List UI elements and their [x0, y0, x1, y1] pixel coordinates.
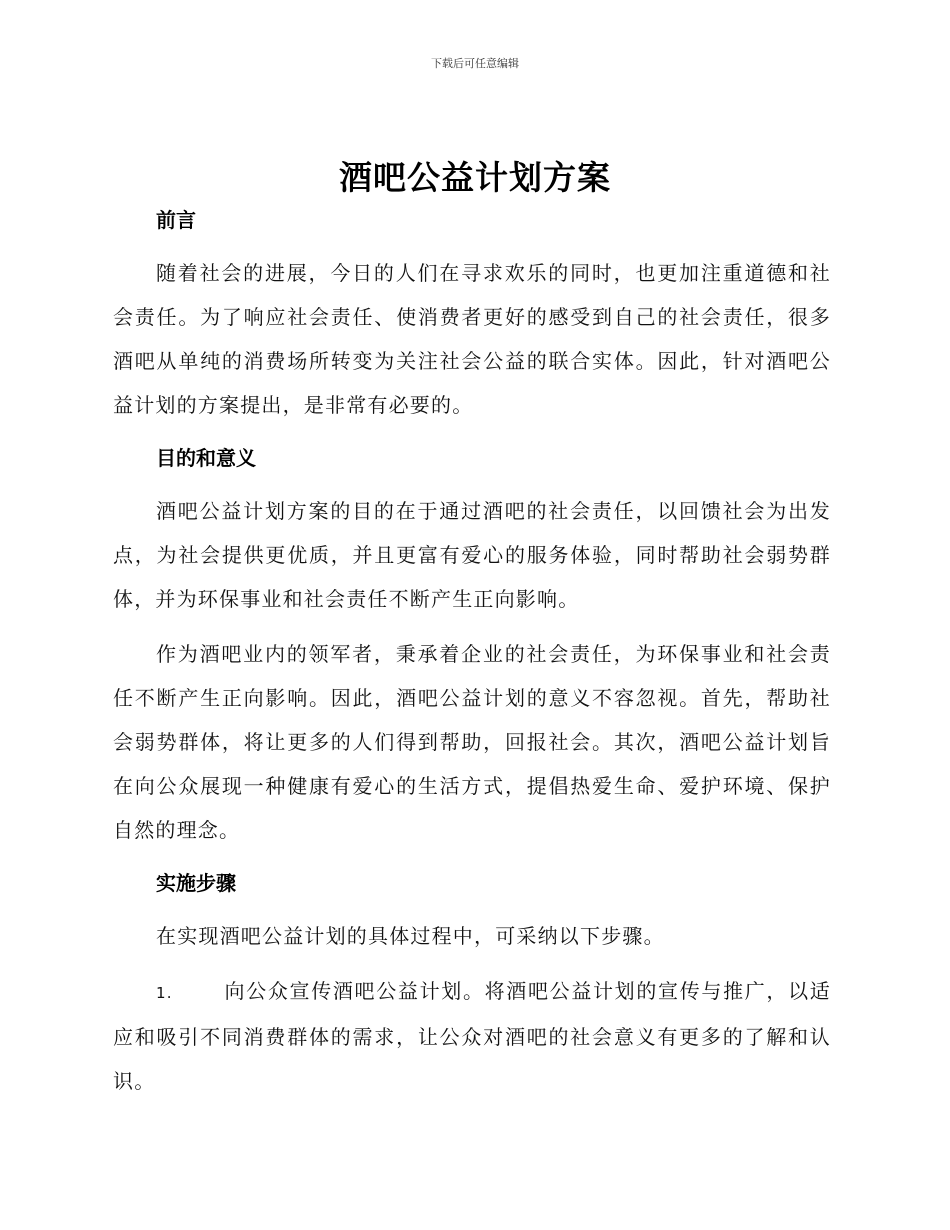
section-heading-preface: 前言	[156, 208, 196, 232]
header-note: 下载后可任意编辑	[431, 57, 519, 70]
list-item-number: 1.	[156, 984, 173, 1002]
list-item	[113, 969, 831, 1103]
paragraph-purpose-2: 作为酒吧业内的领军者，秉承着企业的社会责任，为环保事业和社会责任不断产生正向影响。因此，酒吧公益计划的意义不容忽视。首先，帮助社会弱势群体，将让更多的人们得到帮助，回报社会。其次，酒吧公益计划旨在向公众展现一种健康有爱心的生活方式，提倡热爱生命、爱护环境、保护自然的理念。	[113, 642, 831, 842]
list-item-text: 向公众宣传酒吧公益计划。将酒吧公益计划的宣传与推广，以适应和吸引不同消费群体的需求，让公众对酒吧的社会意义有更多的了解和认识。	[113, 979, 831, 1093]
section-heading-purpose: 目的和意义	[156, 446, 256, 470]
document-title: 酒吧公益计划方案	[339, 158, 611, 197]
paragraph-preface-1: 随着社会的进展，今日的人们在寻求欢乐的同时，也更加注重道德和社会责任。为了响应社会责任、使消费者更好的感受到自己的社会责任，很多酒吧从单纯的消费场所转变为关注社会公益的联合实体。因此，针对酒吧公益计划的方案提出，是非常有必要的。	[113, 261, 831, 417]
paragraph-purpose-1: 酒吧公益计划方案的目的在于通过酒吧的社会责任，以回馈社会为出发点，为社会提供更优质，并且更富有爱心的服务体验，同时帮助社会弱势群体，并为环保事业和社会责任不断产生正向影响。	[113, 499, 831, 611]
document-body	[113, 200, 831, 1103]
section-heading-steps: 实施步骤	[156, 871, 236, 895]
paragraph-steps-intro: 在实现酒吧公益计划的具体过程中，可采纳以下步骤。	[156, 924, 665, 948]
